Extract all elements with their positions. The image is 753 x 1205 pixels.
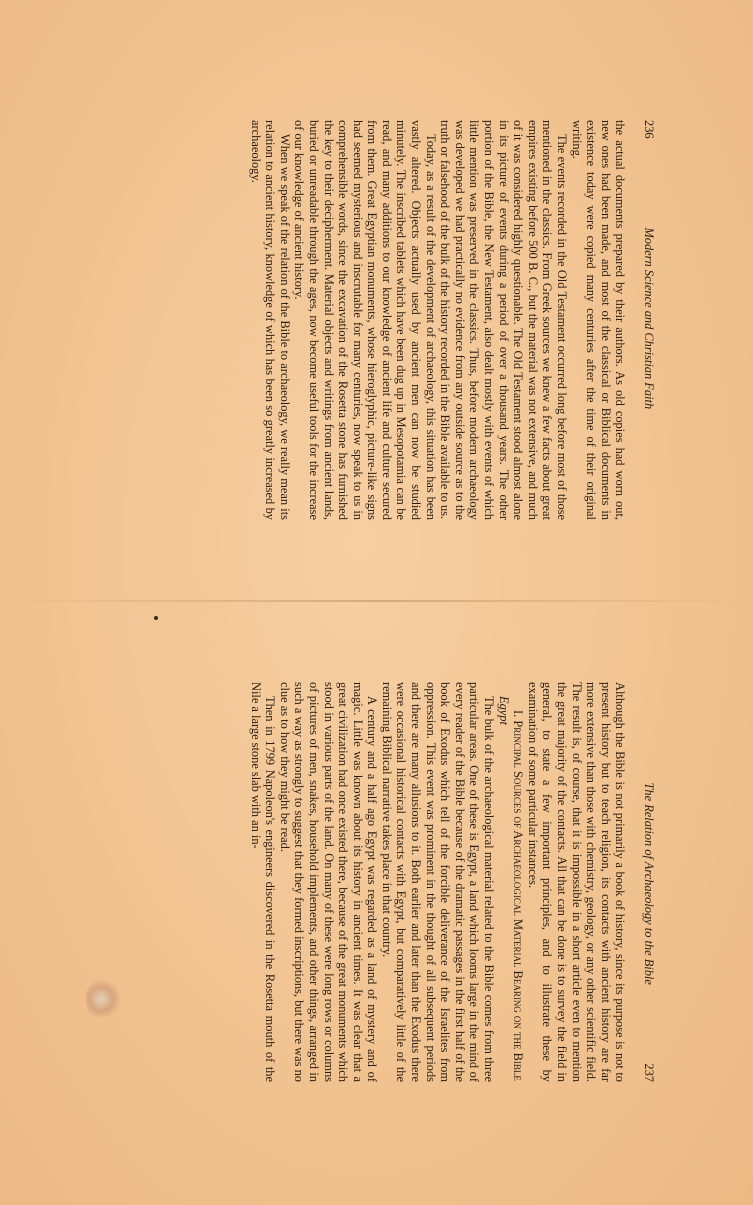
right-page	[96, 682, 656, 1082]
right-running-head	[641, 682, 656, 1082]
left-running-head	[641, 120, 656, 520]
right-running-title: The Relation of Archaeology to the Bible	[642, 782, 656, 985]
left-paragraph: The events recorded in the Old Testament occurred long before most of those mentioned in the classics. From Greek sources we knew a few facts about great empires existing before 500 B. C., but the material was not extensive, and much of it was considered highly questionable. The Old Testament stood almost alone in its picture of events during a period of over a thousand years. The other portion of the Bible, the New Testament, also dealt mostly with events of which little mention was preserved in the classics. Thus, before modern archaeology was developed we had practically no evidence from any outside source as to the truth or falsehood of the bulk of the history recorded in the Bible available to us.	[438, 120, 570, 520]
right-paragraph: A century and a half ago Egypt was regarded as a land of mystery and of magic. Little was known about its history in ancient times. It was clear that a great civilization had once existed there, because of the great monuments which stood in various parts of the land. On many of these were long rows or columns of pictures of men, snakes, household implements, and other things, arranged in such a way as strongly to suggest that they formed inscriptions, but there was no clue as to how they might be read.	[277, 682, 380, 1082]
page-fold-line	[0, 600, 753, 602]
ink-speck	[154, 616, 158, 620]
right-paragraph: The bulk of the archaeological material related to the Bible comes from three particular areas. One of these is Egypt, a land which looms large in the mind of every reader of the Bible because of the dramatic passages in the first half of the book of Exodus which tell of the forcible deliverance of the Israelites from oppression. This event was prominent in the thought of all subsequent periods and there are many allusions to it. Both earlier and later than the Exodus there were occasional historical contacts with Egypt, but comparatively little of the remaining Biblical narrative takes place in that country.	[379, 682, 497, 1082]
section-heading: I. Principal Sources of Archaeological Material Bearing on the Bible	[511, 710, 526, 1081]
left-paragraph: Today, as a result of the development of archaeology, this situation has been vastly altered. Objects actually used by ancient men can now be studied minutely. The inscribed tablets which have been dug up in Mesopotamia can be read, and many additions to our knowledge of ancient life and culture secured from them. Great Egyptian monuments, whose hieroglyphic, picture-like signs had seemed mysterious and inscrutable for many centuries, now speak to us in comprehensible words, since the excavation of the Rosetta stone has furnished the key to their decipherment. Material objects and writings from ancient lands, buried or unreadable through the ages, now become useful tools for the increase of our knowledge of ancient history.	[292, 120, 438, 520]
left-page-number: 236	[642, 120, 656, 139]
right-page-number: 237	[642, 1063, 656, 1082]
left-running-title: Modern Science and Christian Faith	[642, 227, 656, 410]
left-paragraph: the actual documents prepared by their authors. As old copies had worn out, new ones had been made, and most of the classical or Biblical documents in existence today were copied many centuries after the time of their original writing.	[569, 120, 628, 520]
subheading-egypt: Egypt	[496, 696, 511, 725]
right-intro-paragraph: Although the Bible is not primarily a book of history, since its purpose is not to present history but to teach religion, its contacts with ancient history are far more extensive than those with chemistry, geology, or any other scientific field. The result is, of course, that it is impossible in a short article even to mention the great majority of the contacts. All that can be done is to survey the field in general, to state a few important principles, and to illustrate these by examination of some particular instances.	[525, 682, 628, 1082]
left-page	[96, 120, 656, 520]
right-paragraph: Then in 1799 Napoleon's engineers discovered in the Rosetta mouth of the Nile a large stone slab with an in-	[248, 682, 278, 1082]
left-paragraph: When we speak of the relation of the Bible to archaeology, we really mean its relation to ancient history, knowledge of which has been so greatly increased by archaeology.	[248, 120, 292, 520]
